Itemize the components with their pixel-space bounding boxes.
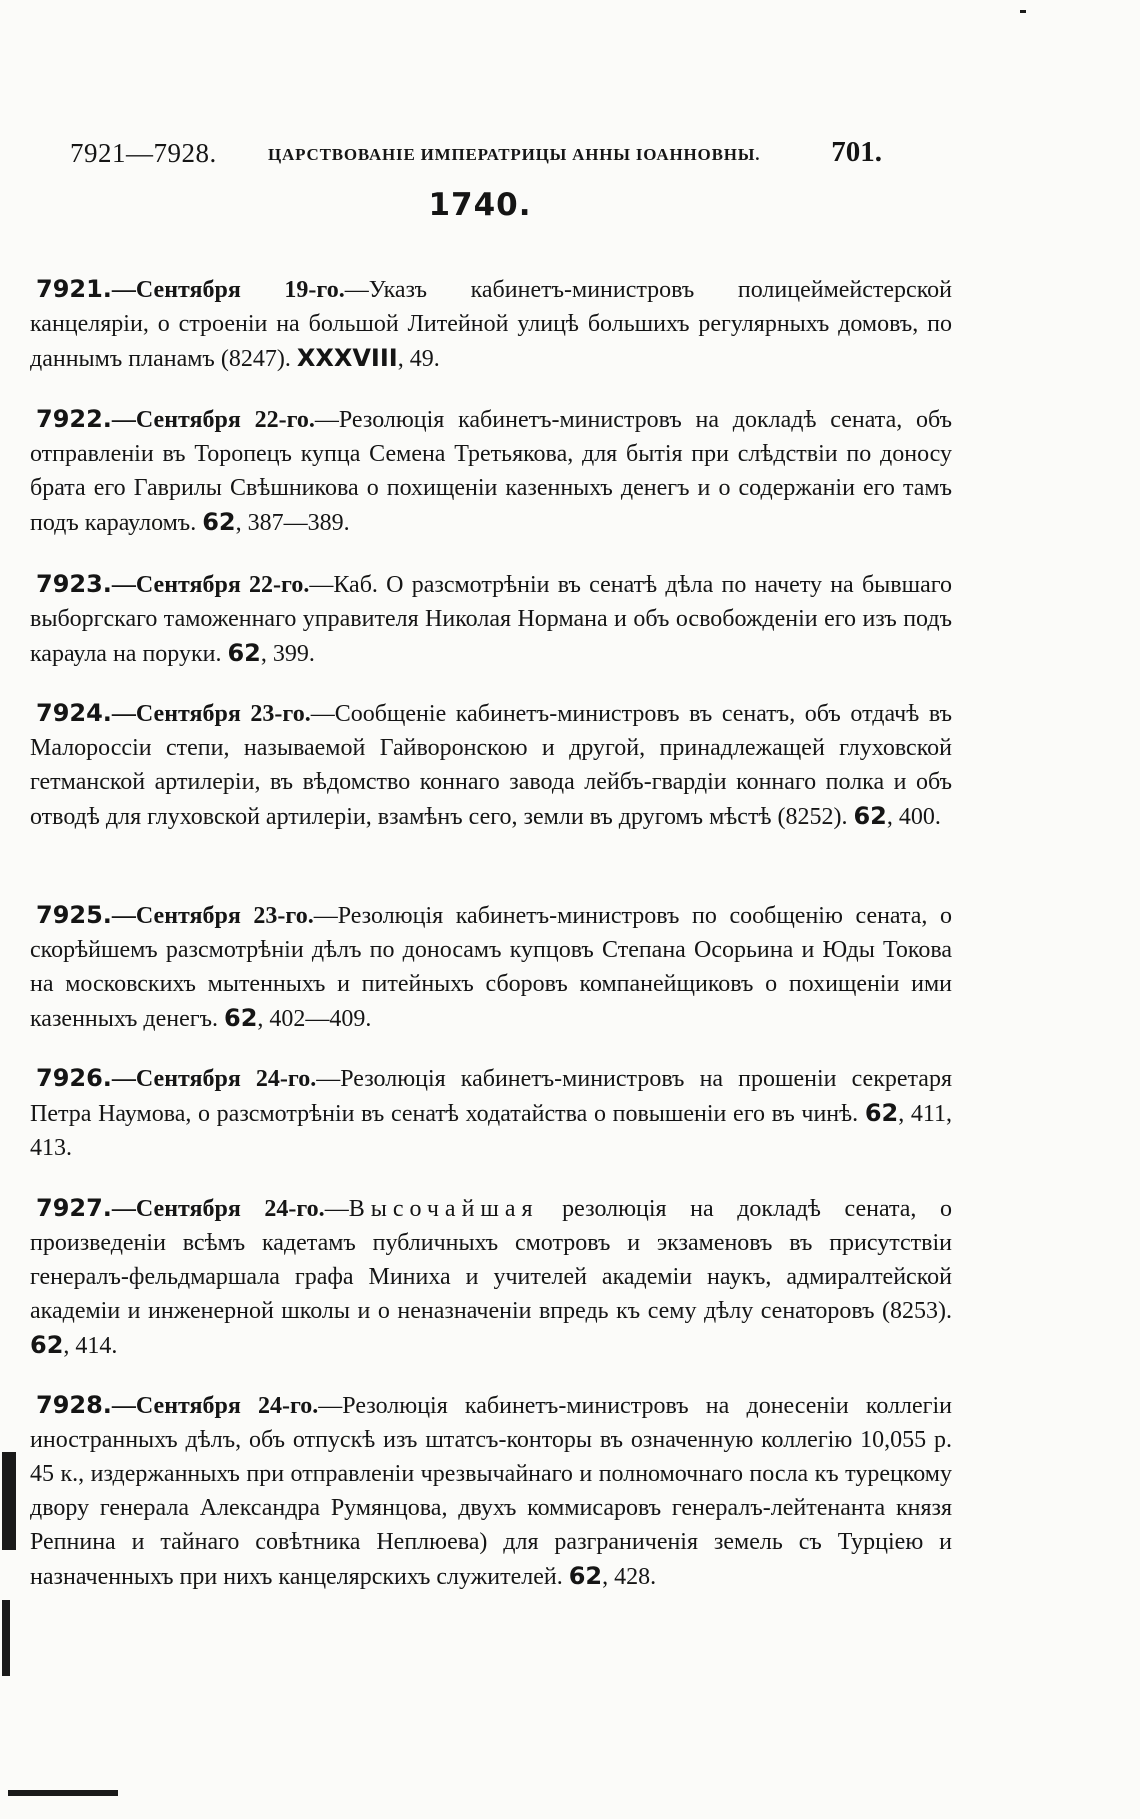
scan-artifact bbox=[2, 1600, 10, 1676]
entry-date: —Сентября 24-го. bbox=[111, 1393, 319, 1419]
entry-text: —Резолюція кабинетъ-министровъ на докладѣ сената, объ отправленіи въ Торопецъ купца Семена Третьякова, для бытія при слѣдствіи по доносу брата его Гаврилы Свѣшникова о похищеніи казенныхъ денегъ и о содержаніи его тамъ подъ карауломъ. bbox=[30, 407, 953, 536]
entry-7924 bbox=[30, 696, 952, 834]
entry-7928 bbox=[30, 1388, 952, 1594]
page-reference: , 411, 413. bbox=[30, 1101, 953, 1161]
entry-7922 bbox=[30, 402, 952, 540]
entry-text: —Резолюція кабинетъ-министровъ по сообщенію сената, о скорѣйшемъ разсмотрѣніи дѣлъ по доносамъ купцовъ Степана Осорьина и Юды Токова на московскихъ мытенныхъ и питейныхъ сборовъ компанейщиковъ о похищеніи ими казенныхъ денегъ. bbox=[30, 903, 952, 1032]
volume-reference: 62 bbox=[30, 1331, 64, 1359]
entry-7926 bbox=[30, 1061, 952, 1165]
page-reference: , 402—409. bbox=[257, 1006, 372, 1032]
entry-date: —Сентября 24-го. bbox=[111, 1196, 325, 1222]
page-reference: , 414. bbox=[63, 1333, 118, 1359]
page-reference: , 428. bbox=[602, 1564, 657, 1590]
entry-date: —Сентября 23-го. bbox=[111, 903, 314, 929]
year-heading: 1740. bbox=[428, 187, 532, 223]
page-reference: , 387—389. bbox=[235, 510, 350, 536]
volume-reference: 62 bbox=[568, 1562, 603, 1590]
page-number: 701. bbox=[831, 136, 882, 168]
page-reference: , 399. bbox=[260, 641, 315, 667]
volume-reference: 62 bbox=[864, 1099, 899, 1127]
entry-date: —Сентября 19-го. bbox=[111, 277, 345, 303]
entry-number: 7923. bbox=[36, 570, 112, 598]
entry-number: 7925. bbox=[36, 901, 112, 929]
entry-7921 bbox=[30, 272, 952, 376]
entry-7923 bbox=[30, 567, 952, 671]
spaced-word: Высочайшая bbox=[348, 1196, 539, 1222]
running-head bbox=[70, 136, 882, 176]
reign-title: ЦАРСТВОВАНІЕ ИМПЕРАТРИЦЫ АННЫ ІОАННОВНЫ. bbox=[268, 145, 761, 164]
entry-text: —Резолюція кабинетъ-министровъ на прошеніи секретаря Петра Наумова, о разсмотрѣніи въ сенатѣ ходатайства о повышеніи его въ чинѣ. bbox=[30, 1066, 952, 1127]
entry-number: 7926. bbox=[36, 1064, 112, 1092]
page-reference: , 400. bbox=[886, 804, 941, 830]
entry-text: —Резолюція кабинетъ-министровъ на донесеніи коллегіи иностранныхъ дѣлъ, объ отпускѣ изъ штатсъ-конторы въ означенную коллегію 10,055 р. 45 к., издержанныхъ при отправленіи чрезвычайнаго и полномочнаго посла къ турецкому двору генерала Александра Румянцова, двухъ коммисаровъ генералъ-лейтенанта князя Репнина и тайнаго совѣтника Неплюева) для разграниченія земель съ Турціею и назначенныхъ при нихъ канцелярскихъ служителей. bbox=[30, 1393, 953, 1590]
entry-7925 bbox=[30, 898, 952, 1036]
entry-date: —Сентября 22-го. bbox=[111, 572, 310, 598]
volume-reference: XXXVIII bbox=[296, 344, 398, 372]
entry-number: 7924. bbox=[36, 699, 112, 727]
page-reference: , 49. bbox=[397, 346, 440, 372]
entry-date: —Сентября 23-го. bbox=[111, 701, 311, 727]
entry-dash: — bbox=[324, 1196, 349, 1222]
volume-reference: 62 bbox=[853, 802, 887, 830]
entry-number: 7928. bbox=[36, 1391, 112, 1419]
scan-artifact bbox=[1020, 10, 1026, 13]
scan-artifact bbox=[2, 1452, 16, 1550]
entry-range: 7921—7928. bbox=[70, 138, 217, 168]
entry-date: —Сентября 24-го. bbox=[111, 1066, 317, 1092]
entry-number: 7922. bbox=[36, 405, 112, 433]
volume-reference: 62 bbox=[227, 639, 261, 667]
entry-7927 bbox=[30, 1191, 952, 1363]
entry-date: —Сентября 22-го. bbox=[111, 407, 315, 433]
entry-text: —Указъ кабинетъ-министровъ полицеймейстерской канцеляріи, о строеніи на большой Литейной улицѣ большихъ регулярныхъ домовъ, по даннымъ планамъ (8247). bbox=[30, 277, 952, 372]
entry-text: резолюція на докладѣ сената, о произведеніи всѣмъ кадетамъ публичныхъ смотровъ и экзаменовъ въ присутствіи генералъ-фельдмаршала графа Миниха и учителей академіи наукъ, адмиралтейской академіи и инженерной школы и о неназначеніи впредь къ сему дѣлу сенаторовъ (8253). bbox=[30, 1196, 953, 1324]
volume-reference: 62 bbox=[202, 508, 236, 536]
entry-number: 7921. bbox=[36, 275, 112, 303]
entry-text: —Сообщеніе кабинетъ-министровъ въ сенатъ, объ отдачѣ въ Малороссіи степи, называемой Гайворонскою и другой, принадлежащей глуховской гетманской артилеріи, въ вѣдомство коннаго завода лейбъ-гвардіи коннаго полка и объ отводѣ для глуховской артилеріи, взамѣнъ сего, земли въ другомъ мѣстѣ (8252). bbox=[30, 701, 952, 830]
scan-artifact bbox=[8, 1790, 118, 1796]
volume-reference: 62 bbox=[224, 1004, 258, 1032]
entry-text: —Каб. О разсмотрѣніи въ сенатѣ дѣла по начету на бывшаго выборгскаго таможеннаго управителя Николая Нормана и объ освобожденіи его изъ подъ караула на поруки. bbox=[30, 572, 952, 667]
entry-number: 7927. bbox=[36, 1194, 112, 1222]
